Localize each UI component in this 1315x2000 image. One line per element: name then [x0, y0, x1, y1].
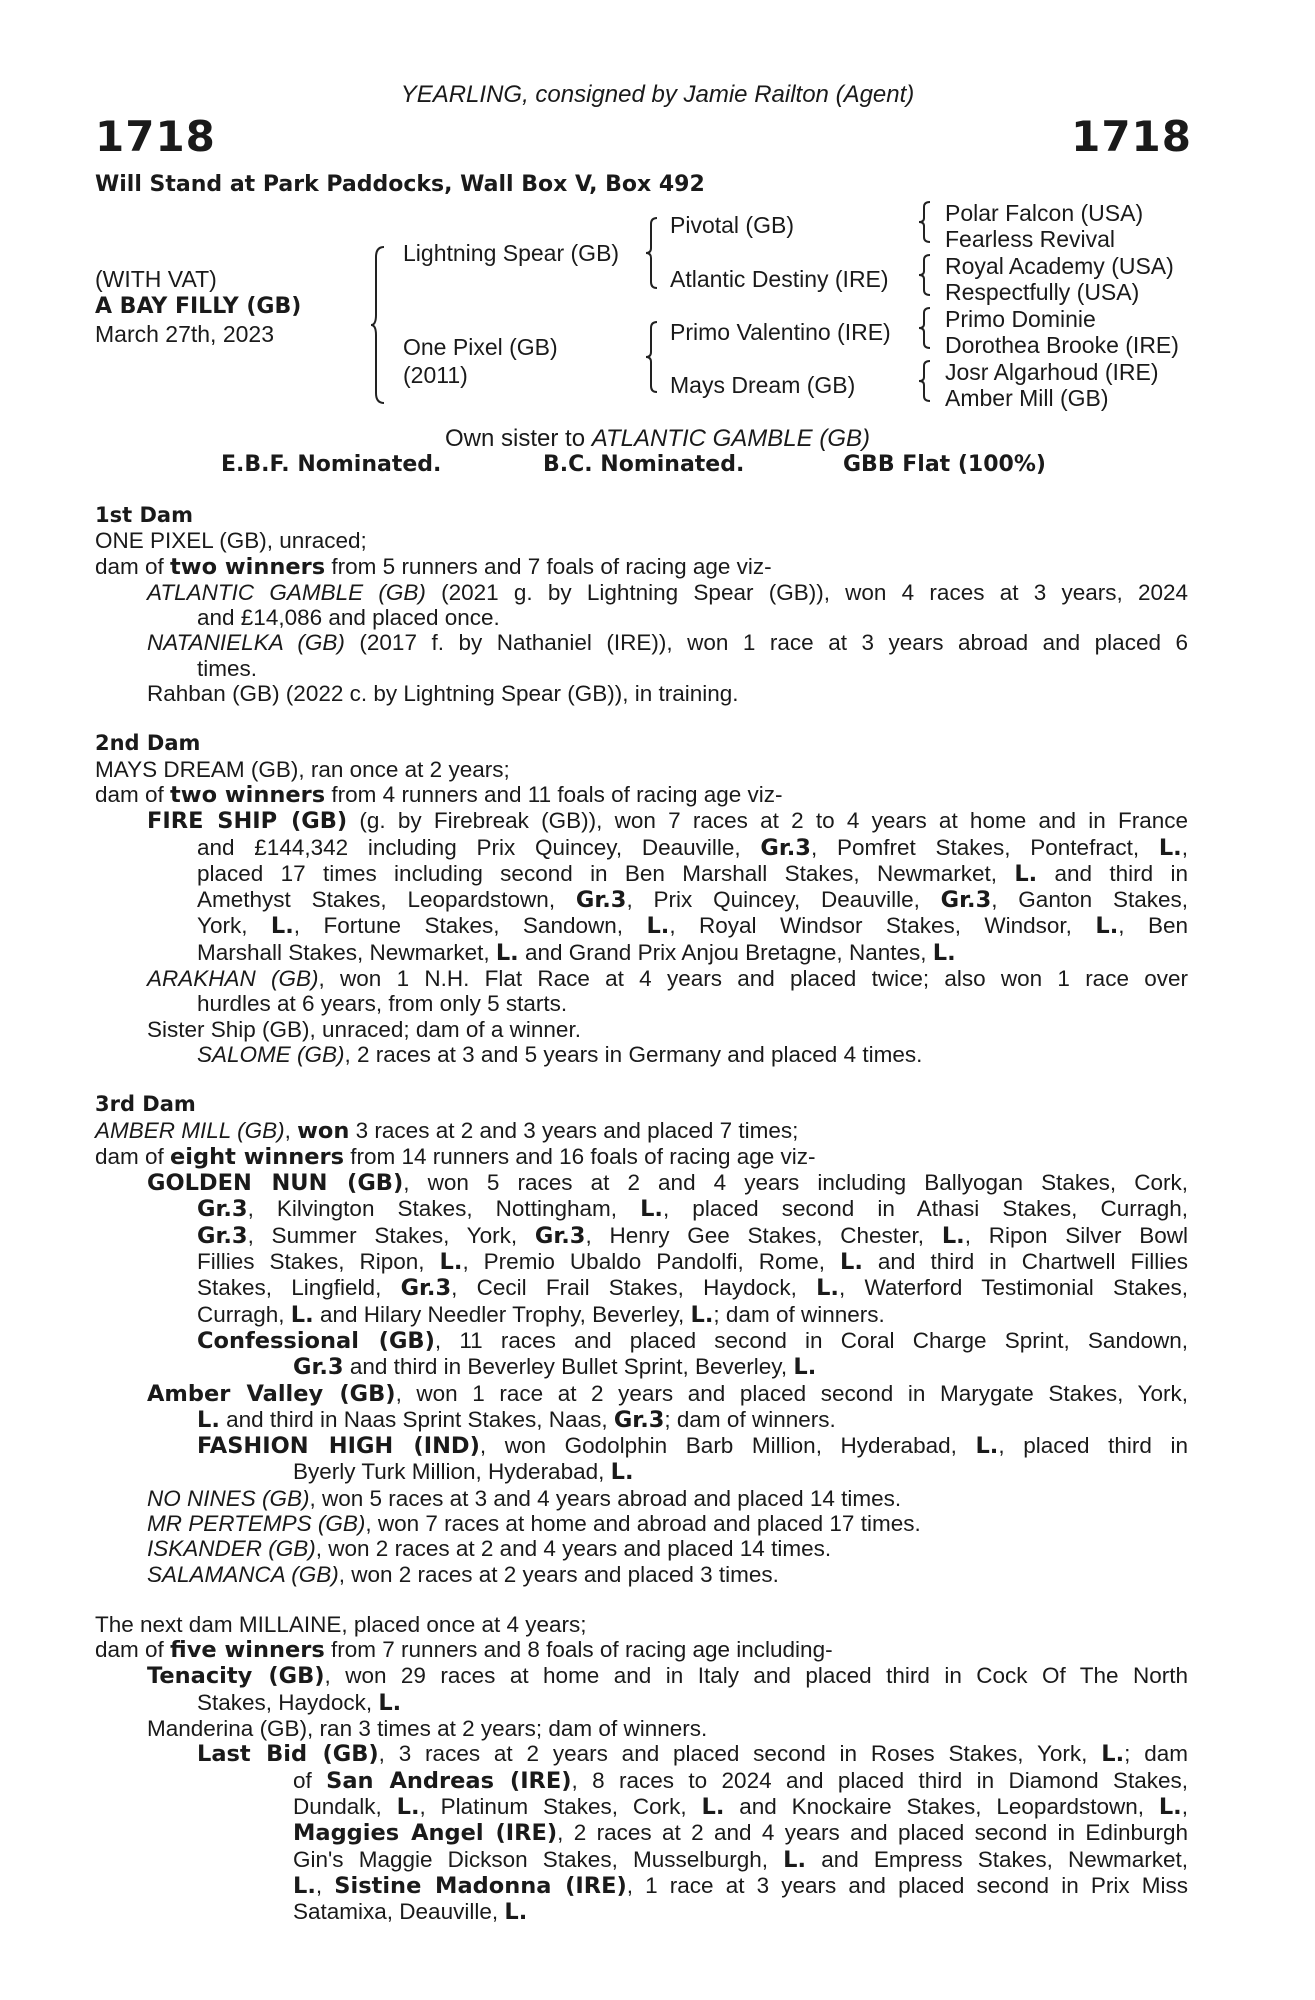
next-dam-line: The next dam MILLAINE, placed once at 4 years;	[95, 1611, 587, 1637]
grand-progeny-entry-cont: Byerly Turk Million, Hyderabad, L.	[293, 1459, 634, 1486]
dd-dam: Amber Mill (GB)	[945, 385, 1109, 411]
grand-progeny-entry-cont: Satamixa, Deauville, L.	[293, 1899, 528, 1926]
progeny-entry-cont: and £14,086 and placed once.	[197, 605, 500, 631]
brace-main	[370, 245, 386, 405]
third-dam-line: AMBER MILL (GB), won 3 races at 2 and 3 years and placed 7 times;	[95, 1117, 799, 1144]
progeny-entry-cont: Gr.3, Summer Stakes, York, Gr.3, Henry Gee Stakes, Chester, L., Ripon Silver Bowl	[197, 1222, 1189, 1249]
brace-dam	[645, 320, 659, 394]
progeny-entry-cont: York, L., Fortune Stakes, Sandown, L., Royal Windsor Stakes, Windsor, L., Ben	[197, 913, 1188, 940]
vat-note: (WITH VAT)	[95, 266, 217, 292]
second-dam-line: MAYS DREAM (GB), ran once at 2 years;	[95, 756, 510, 782]
grand-progeny-entry-cont: L., Sistine Madonna (IRE), 1 race at 3 years and placed second in Prix Miss	[293, 1872, 1188, 1899]
progeny-entry-cont: placed 17 times including second in Ben Marshall Stakes, Newmarket, L. and third in	[197, 860, 1188, 887]
progeny-entry-cont: times.	[197, 655, 258, 681]
progeny-entry-cont: Curragh, L. and Hilary Needler Trophy, Beverley, L.; dam of winners.	[197, 1301, 885, 1328]
grand-progeny-entry-cont: Dundalk, L., Platinum Stakes, Cork, L. and Knockaire Stakes, Leopardstown, L.,	[293, 1793, 1188, 1820]
own-sister-note: Own sister to ATLANTIC GAMBLE (GB)	[445, 425, 870, 452]
brace-ss	[918, 200, 932, 244]
grand-progeny-entry: Confessional (GB), 11 races and placed second in Coral Charge Sprint, Sandown,	[197, 1327, 1188, 1354]
progeny-entry: MR PERTEMPS (GB), won 7 races at home and abroad and placed 17 times.	[147, 1510, 921, 1536]
foaling-date: March 27th, 2023	[95, 321, 275, 347]
first-dam-line: ONE PIXEL (GB), unraced;	[95, 528, 367, 554]
dd-sire: Josr Algarhoud (IRE)	[945, 359, 1159, 385]
progeny-entry: GOLDEN NUN (GB), won 5 races at 2 and 4 years including Ballyogan Stakes, Cork,	[147, 1170, 1189, 1197]
progeny-entry-cont: Amethyst Stakes, Leopardstown, Gr.3, Prix Quincey, Deauville, Gr.3, Ganton Stakes,	[197, 887, 1188, 914]
first-dam-heading: 1st Dam	[95, 503, 193, 527]
next-dam-summary: dam of five winners from 7 runners and 8 foals of racing age including-	[95, 1637, 833, 1664]
sire-dam: Atlantic Destiny (IRE)	[670, 266, 889, 292]
ss-sire: Polar Falcon (USA)	[945, 200, 1144, 226]
progeny-entry: Rahban (GB) (2022 c. by Lightning Spear (GB)), in training.	[147, 681, 739, 707]
progeny-entry: Tenacity (GB), won 29 races at home and in Italy and placed third in Cock Of The North	[147, 1663, 1188, 1690]
brace-sd	[918, 253, 932, 297]
progeny-entry: FIRE SHIP (GB) (g. by Firebreak (GB)), won 7 races at 2 to 4 years at home and in France	[147, 808, 1189, 835]
ds-dam: Dorothea Brooke (IRE)	[945, 332, 1179, 358]
progeny-entry-cont: Gr.3, Kilvington Stakes, Nottingham, L., placed second in Athasi Stakes, Curragh,	[197, 1196, 1188, 1223]
brace-sire	[645, 216, 659, 290]
progeny-entry-cont: and £144,342 including Prix Quincey, Deauville, Gr.3, Pomfret Stakes, Pontefract, L.,	[197, 834, 1188, 861]
progeny-entry-cont: L. and third in Naas Sprint Stakes, Naas, Gr.3; dam of winners.	[197, 1406, 836, 1433]
sd-sire: Royal Academy (USA)	[945, 253, 1174, 279]
sire-sire: Pivotal (GB)	[670, 212, 794, 238]
horse-name: A BAY FILLY (GB)	[95, 294, 302, 319]
grand-progeny-entry: Last Bid (GB), 3 races at 2 years and placed second in Roses Stakes, York, L.; dam	[197, 1741, 1188, 1768]
grand-progeny-entry-cont: Maggies Angel (IRE), 2 races at 2 and 4 years and placed second in Edinburgh	[293, 1820, 1189, 1847]
progeny-entry: NO NINES (GB), won 5 races at 3 and 4 years abroad and placed 14 times.	[147, 1485, 902, 1511]
lot-number-right: 1718	[1071, 112, 1192, 161]
progeny-entry: SALAMANCA (GB), won 2 races at 2 years and placed 3 times.	[147, 1561, 779, 1587]
first-dam-summary: dam of two winners from 5 runners and 7 foals of racing age viz-	[95, 553, 772, 580]
stand-location: Will Stand at Park Paddocks, Wall Box V, Box 492	[95, 172, 705, 197]
third-dam-heading: 3rd Dam	[95, 1092, 196, 1117]
progeny-entry-cont: Fillies Stakes, Ripon, L., Premio Ubaldo Pandolfi, Rome, L. and third in Chartwell Fillies	[197, 1249, 1188, 1276]
progeny-entry: Amber Valley (GB), won 1 race at 2 years and placed second in Marygate Stakes, York,	[147, 1380, 1189, 1407]
dam-dam: Mays Dream (GB)	[670, 372, 856, 398]
grand-progeny-entry: FASHION HIGH (IND), won Godolphin Barb Million, Hyderabad, L., placed third in	[197, 1433, 1188, 1460]
lot-number-left: 1718	[95, 112, 216, 161]
progeny-entry-cont: Marshall Stakes, Newmarket, L. and Grand Prix Anjou Bretagne, Nantes, L.	[197, 939, 956, 966]
consignor-subtitle: YEARLING, consigned by Jamie Railton (Agent)	[400, 81, 915, 108]
nomination-ebf: E.B.F. Nominated.	[221, 452, 442, 477]
progeny-entry: Manderina (GB), ran 3 times at 2 years; dam of winners.	[147, 1716, 708, 1742]
nomination-bc: B.C. Nominated.	[543, 452, 745, 477]
brace-dd	[918, 359, 932, 403]
dam-year: (2011)	[403, 362, 468, 388]
second-dam-heading: 2nd Dam	[95, 731, 201, 756]
ds-sire: Primo Dominie	[945, 306, 1096, 332]
dam-sire: Primo Valentino (IRE)	[670, 319, 891, 345]
grand-progeny-entry-cont: of San Andreas (IRE), 8 races to 2024 and placed third in Diamond Stakes,	[293, 1767, 1188, 1794]
grand-progeny-entry-cont: Gr.3 and third in Beverley Bullet Sprint, Beverley, L.	[293, 1354, 817, 1381]
progeny-entry: ATLANTIC GAMBLE (GB) (2021 g. by Lightning Spear (GB)), won 4 races at 3 years, 2024	[147, 579, 1188, 605]
progeny-entry: Sister Ship (GB), unraced; dam of a winner.	[147, 1016, 581, 1042]
sire-name: Lightning Spear (GB)	[403, 240, 620, 266]
progeny-entry-cont: Stakes, Lingfield, Gr.3, Cecil Frail Stakes, Haydock, L., Waterford Testimonial Stakes,	[197, 1275, 1189, 1302]
progeny-entry-cont: hurdles at 6 years, from only 5 starts.	[197, 991, 568, 1017]
dam-name: One Pixel (GB)	[403, 334, 558, 360]
progeny-entry: ISKANDER (GB), won 2 races at 2 and 4 years and placed 14 times.	[147, 1536, 832, 1562]
grand-progeny-entry: SALOME (GB), 2 races at 3 and 5 years in Germany and placed 4 times.	[197, 1041, 923, 1067]
progeny-entry: ARAKHAN (GB), won 1 N.H. Flat Race at 4 years and placed twice; also won 1 race over	[147, 966, 1188, 992]
third-dam-summary: dam of eight winners from 14 runners and 16 foals of racing age viz-	[95, 1143, 816, 1170]
second-dam-summary: dam of two winners from 4 runners and 11 foals of racing age viz-	[95, 781, 783, 808]
sd-dam: Respectfully (USA)	[945, 279, 1140, 305]
grand-progeny-entry-cont: Gin's Maggie Dickson Stakes, Musselburgh, L. and Empress Stakes, Newmarket,	[293, 1846, 1188, 1873]
nomination-gbb: GBB Flat (100%)	[843, 452, 1046, 477]
produce-record	[95, 503, 1188, 1925]
brace-ds	[918, 306, 932, 350]
ss-dam: Fearless Revival	[945, 226, 1115, 252]
progeny-entry: NATANIELKA (GB) (2017 f. by Nathaniel (IRE)), won 1 race at 3 years abroad and placed 6	[147, 630, 1188, 656]
progeny-entry-cont: Stakes, Haydock, L.	[197, 1689, 402, 1716]
